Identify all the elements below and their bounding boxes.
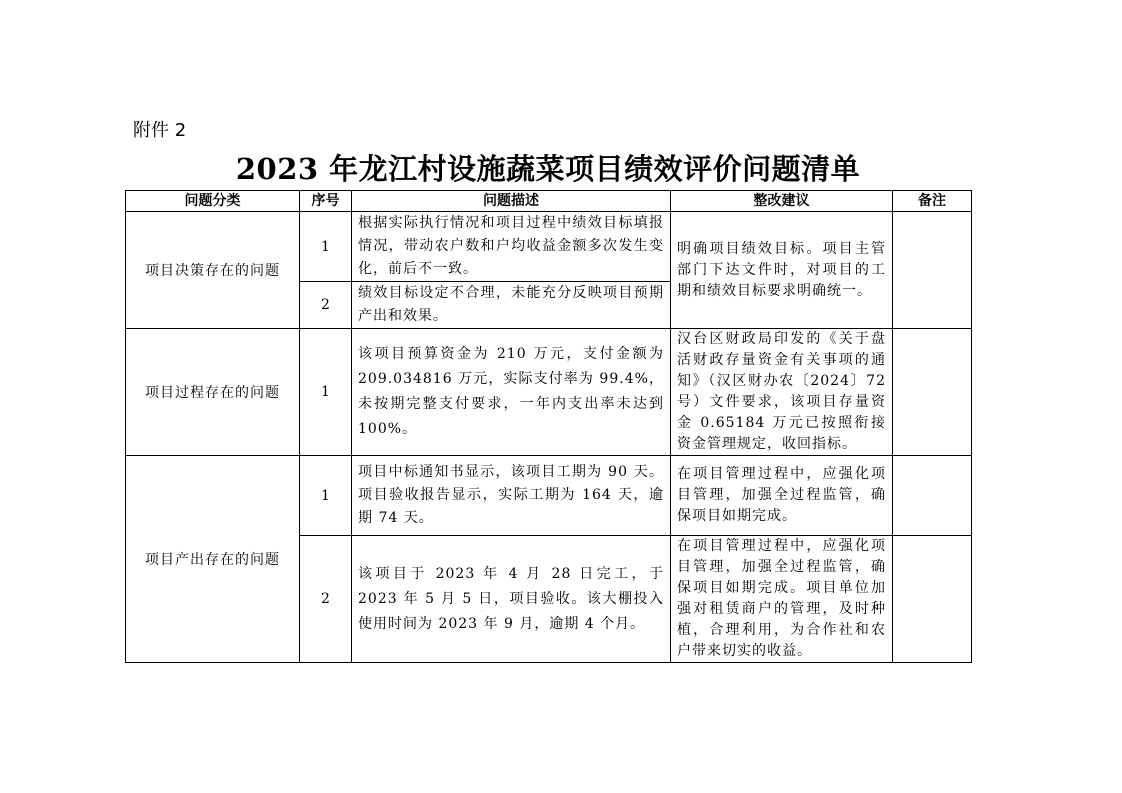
attachment-label: 附件 2 — [133, 120, 187, 141]
seq-cell: 1 — [300, 212, 352, 282]
category-cell: 项目产出存在的问题 — [126, 456, 300, 663]
header-description: 问题描述 — [352, 191, 671, 212]
seq-cell: 2 — [300, 536, 352, 663]
header-suggestion: 整改建议 — [671, 191, 893, 212]
description-cell: 该项目预算资金为 210 万元，支付金额为 209.034816 万元，实际支付率为 99.4%，未按期完整支付要求，一年内支出率未达到 100%。 — [352, 329, 671, 456]
description-cell: 根据实际执行情况和项目过程中绩效目标填报情况，带动农户数和户均收益金额多次发生变化，前后不一致。 — [352, 212, 671, 282]
problem-table — [125, 190, 972, 663]
table-header-row — [126, 191, 972, 212]
category-cell: 项目过程存在的问题 — [126, 329, 300, 456]
category-cell: 项目决策存在的问题 — [126, 212, 300, 329]
note-cell — [893, 212, 972, 329]
suggestion-cell: 明确项目绩效目标。项目主管部门下达文件时，对项目的工期和绩效目标要求明确统一。 — [671, 212, 893, 329]
suggestion-cell: 汉台区财政局印发的《关于盘活财政存量资金有关事项的通知》（汉区财办农〔2024〕72 号）文件要求，该项目存量资金 0.65184 万元已按照衔接资金管理规定，收回指标。 — [671, 329, 893, 456]
seq-cell: 2 — [300, 282, 352, 329]
header-category: 问题分类 — [126, 191, 300, 212]
suggestion-cell: 在项目管理过程中，应强化项目管理，加强全过程监管，确保项目如期完成。项目单位加强对租赁商户的管理，及时种植，合理利用，为合作社和农户带来切实的收益。 — [671, 536, 893, 663]
suggestion-cell: 在项目管理过程中，应强化项目管理，加强全过程监管，确保项目如期完成。 — [671, 456, 893, 536]
table-row — [126, 329, 972, 456]
description-cell: 绩效目标设定不合理，未能充分反映项目预期产出和效果。 — [352, 282, 671, 329]
note-cell — [893, 329, 972, 456]
seq-cell: 1 — [300, 456, 352, 536]
note-cell — [893, 536, 972, 663]
header-note: 备注 — [893, 191, 972, 212]
table-row — [126, 212, 972, 282]
seq-cell: 1 — [300, 329, 352, 456]
description-cell: 项目中标通知书显示，该项目工期为 90 天。项目验收报告显示，实际工期为 164 天，逾期 74 天。 — [352, 456, 671, 536]
table-row — [126, 456, 972, 536]
page-title: 2023 年龙江村设施蔬菜项目绩效评价问题清单 — [235, 152, 861, 186]
header-seq: 序号 — [300, 191, 352, 212]
note-cell — [893, 456, 972, 536]
description-cell: 该项目于 2023 年 4 月 28 日完工，于 2023 年 5 月 5 日，项目验收。该大棚投入使用时间为 2023 年 9 月，逾期 4 个月。 — [352, 536, 671, 663]
